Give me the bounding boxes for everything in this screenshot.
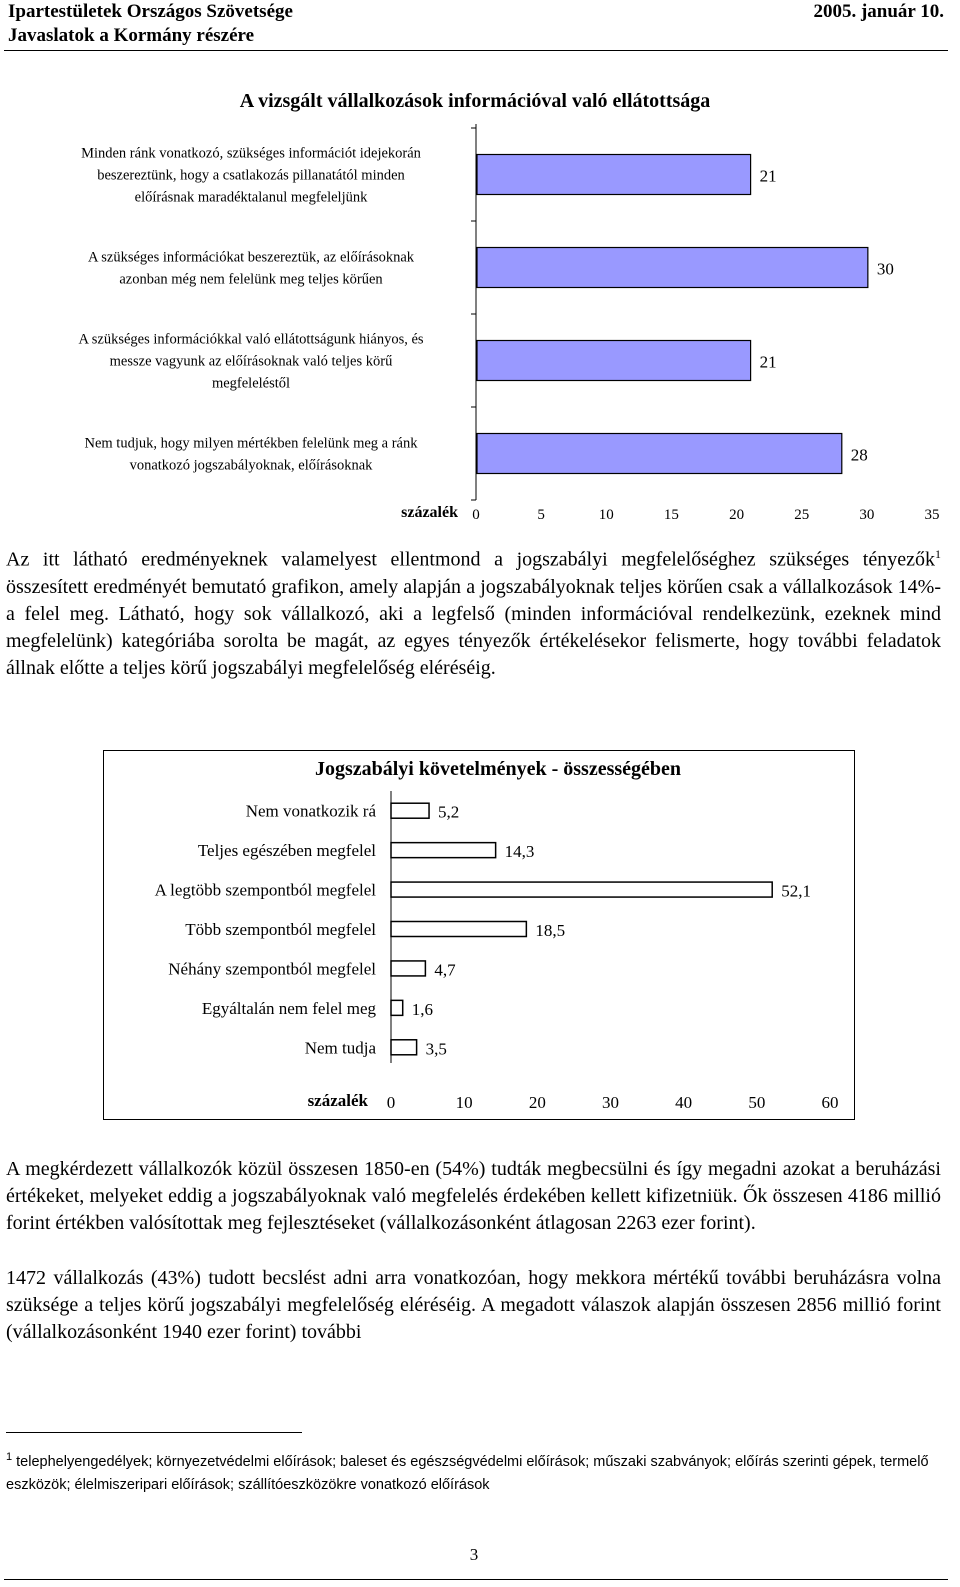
- x-tick-label: 25: [794, 507, 810, 523]
- x-tick-label: 35: [924, 507, 940, 523]
- paragraph-1-text-b: összesített eredményét bemutató grafikon, amely alapján a jogszabályoknak teljes körűen csak a vállalkozások 14%-a felel meg. Látható, hogy sok vállalkozó, aki a legfelső (minden információval rendelkezünk, ezeknek mind megfelelünk) kategóriába sorolta be magát, az egyes tényezők értékelésekor felismerte, hogy további feladatok állnak előtte a teljes körű jogszabályi megfelelőség eléréséig.: [6, 575, 941, 679]
- bar-value-label: 1,6: [411, 999, 433, 1019]
- category-label: Több szempontból megfelel: [185, 920, 376, 939]
- paragraph-2: A megkérdezett vállalkozók közül összesen 1850-en (54%) tudták megbecsülni és így megadni azokat a beruházási értékeket, melyeket eddig a jogszabályoknak való megfelelés érdekében kellett kifizetniük. Ők összesen 4186 millió forint értékben valósítottak meg fejlesztéseket (vállalkozásonként átlagosan 2263 ezer forint).: [6, 1158, 941, 1234]
- category-label: azonban még nem felelünk meg teljes körűen: [119, 271, 383, 288]
- x-tick-label: 0: [386, 1093, 396, 1112]
- bar-value-label: 28: [850, 445, 868, 465]
- paragraph-1: [6, 541, 941, 682]
- x-tick-label: 50: [748, 1093, 766, 1112]
- category-label: A szükséges információkkal való ellátottságunk hiányos, és: [78, 331, 424, 348]
- category-label: A szükséges információkat beszereztük, az előírásoknak: [87, 249, 415, 266]
- category-label: megfeleléstől: [211, 375, 291, 392]
- bar-value-label: 5,2: [438, 802, 460, 822]
- bar: [391, 882, 772, 897]
- category-label: A legtöbb szempontból megfelel: [154, 880, 376, 900]
- x-tick-label: 10: [598, 507, 614, 523]
- x-tick-label: 20: [729, 507, 745, 523]
- footnote-separator: [6, 1432, 302, 1433]
- category-label: Nem vonatkozik rá: [245, 801, 376, 821]
- footnote-ref: 1: [935, 547, 941, 561]
- bar-value-label: 4,7: [434, 960, 456, 980]
- bar: [477, 434, 842, 474]
- category-label: messze vagyunk az előírásoknak való teljes körű: [109, 353, 393, 370]
- bar: [477, 248, 868, 288]
- page-number: 3: [469, 1545, 479, 1564]
- document-date: 2005. január 10.: [813, 1, 944, 22]
- information-supply-chart-svg: [0, 70, 960, 530]
- organization-name: Ipartestületek Országos Szövetsége: [8, 1, 293, 22]
- category-label: Minden ránk vonatkozó, szükséges információt idejekorán: [81, 145, 421, 162]
- bar-value-label: 30: [876, 259, 894, 279]
- category-label: Nem tudjuk, hogy milyen mértékben felelünk meg a ránk: [84, 435, 418, 452]
- category-label: vonatkozó jogszabályoknak, előírásoknak: [129, 457, 373, 474]
- bar: [391, 922, 526, 937]
- paragraph-3: 1472 vállalkozás (43%) tudott becslést adni arra vonatkozóan, hogy mekkora mértékű további beruházásra volna szüksége a teljes körű jogszabályi megfelelőség eléréséig. A megadott válaszok alapján összesen 2856 millió forint (vállalkozásonként 1940 ezer forint) további: [6, 1267, 941, 1343]
- bar: [391, 1000, 403, 1015]
- category-label: Teljes egészében megfelel: [197, 841, 376, 861]
- category-label: előírásnak maradéktalanul megfeleljünk: [134, 189, 368, 206]
- x-tick-label: 30: [602, 1093, 619, 1112]
- footnote-marker: 1: [6, 1451, 13, 1463]
- bar: [391, 1040, 417, 1055]
- bar: [391, 843, 496, 858]
- x-tick-label: 15: [663, 507, 679, 523]
- bar-value-label: 18,5: [535, 921, 566, 940]
- category-label: beszereztünk, hogy a csatlakozás pillanatától minden: [97, 167, 405, 184]
- bar: [477, 341, 751, 381]
- bar-value-label: 21: [759, 166, 777, 186]
- x-tick-label: 0: [472, 507, 480, 523]
- bar-value-label: 21: [759, 352, 777, 372]
- document-subtitle: Javaslatok a Kormány részére: [8, 25, 255, 46]
- x-axis-label: százalék: [307, 1091, 368, 1110]
- x-tick-label: 5: [537, 507, 545, 523]
- legal-requirements-chart-svg: [104, 751, 854, 1119]
- bar-value-label: 3,5: [425, 1039, 447, 1059]
- footnote-text: telephelyengedélyek; környezetvédelmi előírások; baleset és egészségvédelmi előírások; műszaki szabványok; előírás szerinti gépek, termelő eszközök; élelmiszeripari előírások; szállítóeszközökre vonatkozó előírások: [6, 1453, 929, 1493]
- bar: [477, 155, 751, 195]
- x-axis-label: százalék: [401, 504, 458, 521]
- legal-requirements-chart: [103, 750, 855, 1120]
- bar: [391, 803, 429, 818]
- category-label: Nem tudja: [304, 1038, 376, 1058]
- category-label: Néhány szempontból megfelel: [168, 959, 376, 979]
- x-tick-label: 20: [528, 1093, 546, 1112]
- bottom-rule: [4, 1579, 948, 1580]
- information-supply-chart: [0, 70, 960, 530]
- footnote: [6, 1446, 941, 1497]
- chart-title: A vizsgált vállalkozások információval való ellátottsága: [239, 90, 711, 112]
- x-tick-label: 40: [675, 1093, 693, 1112]
- paragraph-1-text-a: Az itt látható eredményeknek valamelyest ellentmond a jogszabályi megfelelőséghez szükséges tényezők: [6, 548, 935, 571]
- category-label: Egyáltalán nem felel meg: [201, 998, 376, 1018]
- x-tick-label: 10: [455, 1093, 473, 1112]
- x-tick-label: 30: [859, 507, 875, 523]
- page-header: [4, 0, 948, 51]
- chart-title: Jogszabályi követelmények - összességében: [314, 758, 682, 780]
- x-tick-label: 60: [821, 1093, 839, 1112]
- bar-value-label: 52,1: [781, 881, 811, 901]
- bar: [391, 961, 425, 976]
- bar-value-label: 14,3: [504, 842, 535, 862]
